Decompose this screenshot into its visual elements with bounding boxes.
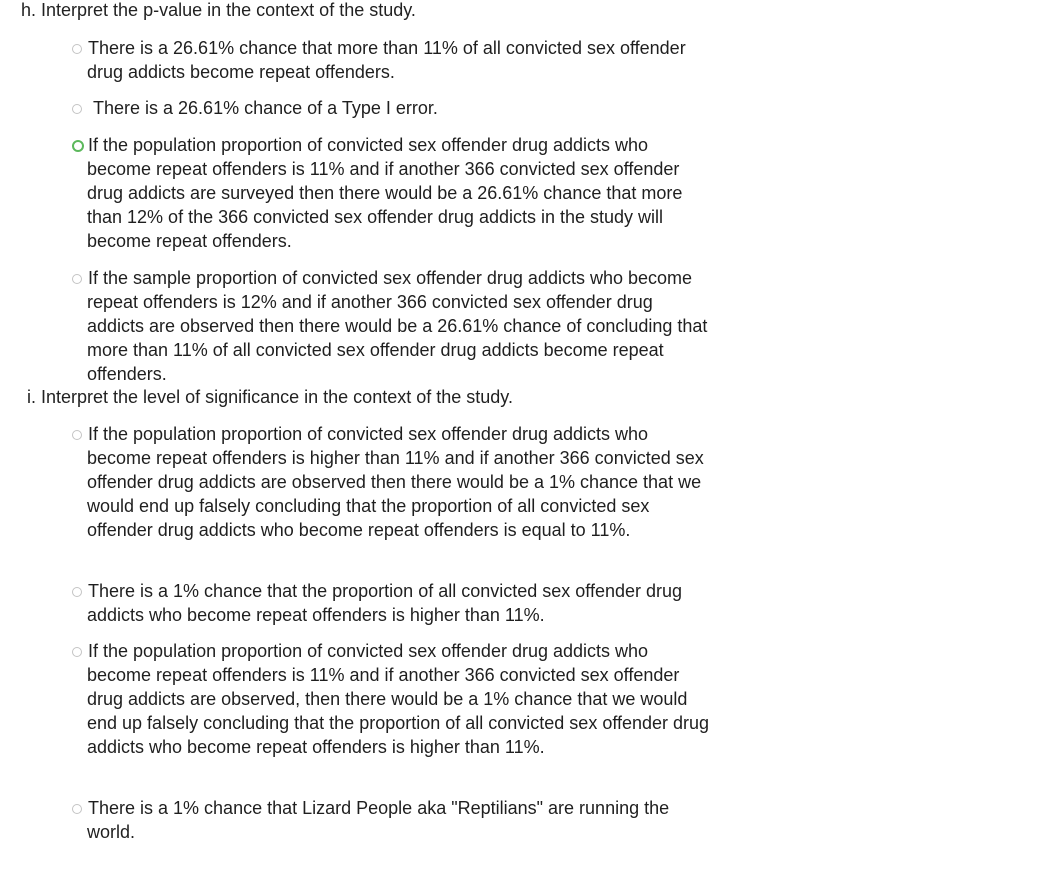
option-text[interactable]: There is a 26.61% chance that more than 11% of all convicted sex offender drug addicts become repeat offenders. <box>87 38 686 82</box>
radio-button[interactable] <box>72 587 82 597</box>
radio-button[interactable] <box>72 44 82 54</box>
question-i-option-3[interactable] <box>72 639 712 759</box>
question-h-label: h. Interpret the p-value in the context of the study. <box>21 0 416 20</box>
radio-button[interactable] <box>72 274 82 284</box>
radio-button-selected[interactable] <box>72 140 84 152</box>
option-text[interactable]: If the population proportion of convicted sex offender drug addicts who become repeat offenders is 11% and if another 366 convicted sex offender drug addicts are observed, then there would be a 1% chance that we would end up falsely concluding that the proportion of all convicted sex offender drug addicts who become repeat offenders is higher than 11%. <box>87 641 710 757</box>
radio-button[interactable] <box>72 804 82 814</box>
option-text[interactable]: If the sample proportion of convicted sex offender drug addicts who become repeat offenders is 12% and if another 366 convicted sex offender drug addicts are observed then there would be a 26.61% chance of concluding that more than 11% of all convicted sex offender drug addicts become repeat offenders. <box>87 268 708 384</box>
option-text[interactable]: There is a 26.61% chance of a Type I error. <box>93 98 438 118</box>
option-text[interactable]: If the population proportion of convicted sex offender drug addicts who become repeat offenders is higher than 11% and if another 366 convicted sex offender drug addicts are observed then there would be a 1% chance that we would end up falsely concluding that the proportion of all convicted sex offender drug addicts who become repeat offenders is equal to 11%. <box>87 424 704 540</box>
radio-button[interactable] <box>72 104 82 114</box>
question-i-option-4[interactable] <box>72 796 712 844</box>
radio-button[interactable] <box>72 647 82 657</box>
radio-button[interactable] <box>72 430 82 440</box>
question-h-option-2[interactable] <box>72 96 712 120</box>
question-h-option-3[interactable] <box>72 133 712 253</box>
question-i-label: i. Interpret the level of significance in the context of the study. <box>27 387 513 407</box>
option-text[interactable]: There is a 1% chance that Lizard People aka "Reptilians" are running the world. <box>87 798 670 842</box>
question-h-option-4[interactable] <box>72 266 712 386</box>
question-i-option-2[interactable] <box>72 579 712 627</box>
question-h-option-1[interactable] <box>72 36 712 84</box>
option-text[interactable]: If the population proportion of convicted sex offender drug addicts who become repeat offenders is 11% and if another 366 convicted sex offender drug addicts are surveyed then there would be a 26.61% chance that more than 12% of the 366 convicted sex offender drug addicts in the study will become repeat offenders. <box>87 135 683 251</box>
question-i-option-1[interactable] <box>72 422 712 542</box>
option-text[interactable]: There is a 1% chance that the proportion of all convicted sex offender drug addicts who become repeat offenders is higher than 11%. <box>87 581 683 625</box>
